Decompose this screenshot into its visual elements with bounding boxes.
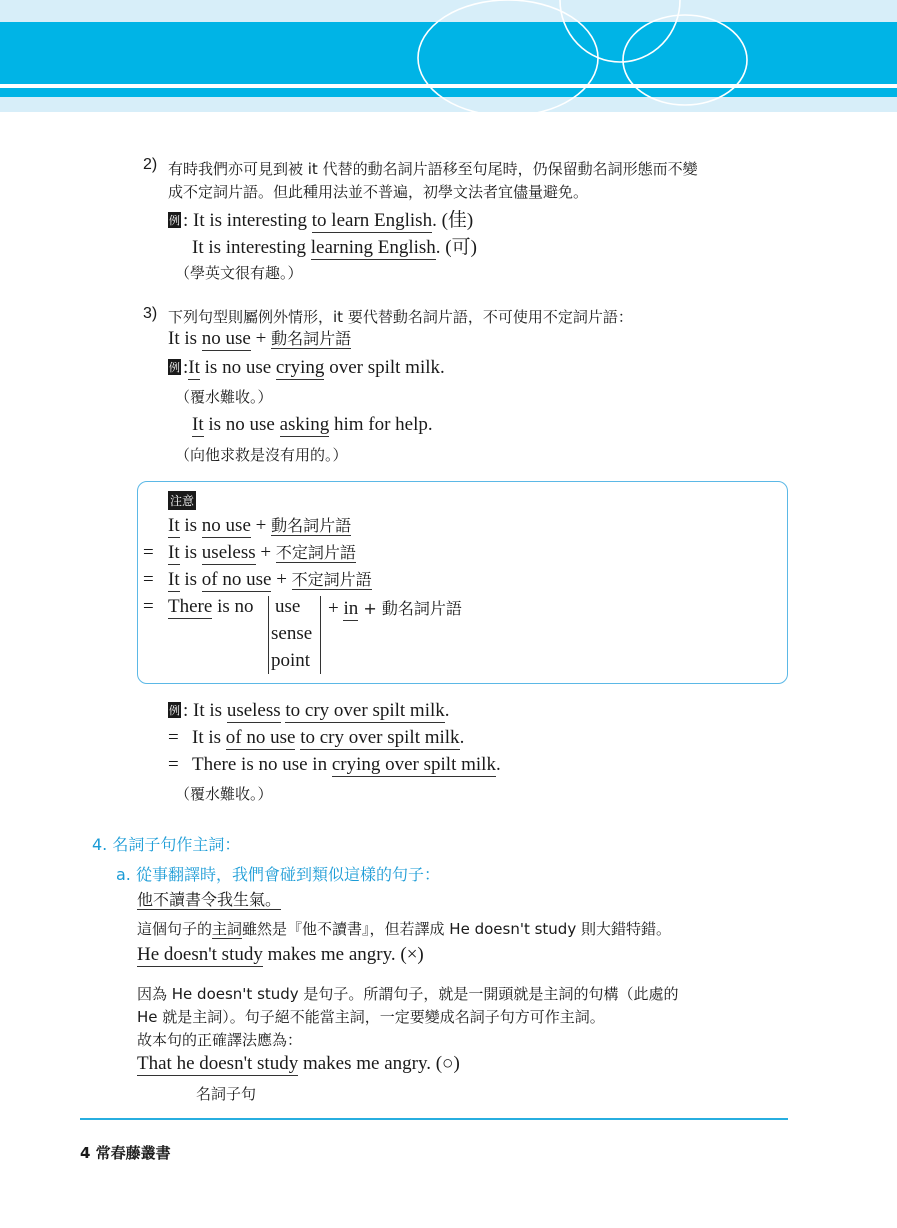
text: + — [328, 598, 344, 619]
bracket-right — [320, 596, 321, 674]
text: him for help. — [329, 414, 433, 435]
text: : It is — [183, 700, 227, 721]
text: . (可) — [435, 237, 477, 258]
text: It is interesting — [192, 237, 311, 258]
wrong-sentence — [137, 944, 424, 967]
text: There is no use in — [192, 754, 332, 775]
underlined-text: to learn English — [311, 210, 433, 231]
underlined-text: to cry over spilt milk — [285, 700, 445, 721]
equals-sign: = — [168, 754, 179, 775]
underlined-text: 不定詞片語 — [275, 543, 356, 562]
note-row-tail — [328, 596, 462, 621]
text: . (佳) — [432, 210, 474, 231]
text: makes me angry. (×) — [262, 944, 424, 965]
text: 雖然是『他不讀書』，但若譯成 He doesn't study 則大錯特錯。 — [242, 920, 671, 938]
example-mark: 例 — [169, 214, 180, 227]
note-row — [168, 515, 351, 538]
note-label: 注意 — [168, 491, 196, 510]
underlined-text: It — [188, 357, 200, 378]
text: It is — [168, 328, 202, 349]
underlined-text: 他不讀書令我生氣。 — [137, 890, 282, 909]
underlined-text: no use — [201, 515, 251, 536]
chinese-sentence — [137, 890, 281, 910]
text: is — [179, 542, 202, 563]
example-line — [192, 414, 433, 437]
text-line: 成不定詞片語。但此種用法並不普遍，初學文法者宜儘量避免。 — [168, 183, 589, 201]
text: . — [495, 754, 501, 775]
subsection-heading: a. 從事翻譯時，我們會碰到類似這樣的句子： — [116, 865, 440, 884]
paragraph-line: 故本句的正確譯法應為： — [137, 1031, 303, 1049]
underlined-text: It — [168, 569, 180, 590]
paragraph-line: He 就是主詞）。句子絕不能當主詞，一定要變成名詞子句方可作主詞。 — [137, 1008, 605, 1026]
note-title — [168, 491, 198, 511]
example-line — [168, 205, 473, 233]
underlined-text: 動名詞片語 — [271, 516, 352, 535]
underlined-text: learning English — [310, 237, 436, 258]
item-number: 3) — [143, 305, 158, 322]
text: is no use — [199, 357, 276, 378]
text: over spilt milk. — [324, 357, 445, 378]
underlined-text: of no use — [225, 727, 296, 748]
footer — [80, 1142, 171, 1163]
underlined-text: to cry over spilt milk — [300, 727, 460, 748]
text: : It is interesting — [183, 210, 312, 231]
option-use: use — [275, 596, 301, 617]
text: + — [250, 515, 272, 536]
underlined-text: It — [192, 414, 204, 435]
footer-divider — [80, 1118, 788, 1120]
item-number: 2) — [143, 156, 158, 173]
text-line: 下列句型則屬例外情形，it 要代替動名詞片語，不可使用不定詞片語： — [168, 308, 633, 326]
correct-sentence — [137, 1053, 460, 1076]
text: . — [444, 700, 450, 721]
text: is — [179, 515, 202, 536]
translation: （覆水難收。） — [175, 785, 273, 803]
underlined-text: useless — [201, 542, 256, 563]
text: . — [459, 727, 465, 748]
text: is no use — [203, 414, 280, 435]
equals-sign: = — [143, 596, 154, 617]
pattern-line — [168, 328, 351, 351]
underlined-text: useless — [226, 700, 281, 721]
translation: （學英文很有趣。） — [175, 264, 303, 282]
underlined-text: asking — [279, 414, 330, 435]
example-mark: 例 — [169, 361, 180, 374]
example-line — [192, 232, 477, 260]
underlined-text: no use — [201, 328, 251, 349]
equals-sign: = — [168, 727, 179, 748]
underlined-text: 主詞 — [212, 920, 243, 938]
underlined-text: crying — [275, 357, 325, 378]
example-line — [168, 700, 450, 723]
note-row — [168, 569, 372, 592]
header-banner — [0, 0, 897, 112]
bracket-left — [268, 596, 269, 674]
underlined-text: crying over spilt milk — [331, 754, 496, 775]
text: 這個句子的 — [137, 920, 213, 938]
underlined-text: It — [168, 515, 180, 536]
option-point: point — [271, 650, 311, 671]
underlined-text: 不定詞片語 — [291, 570, 372, 589]
translation: （覆水難收。） — [175, 388, 273, 406]
explanation — [137, 918, 671, 939]
example-line: 例 :It is no use crying over spilt milk. — [169, 357, 445, 378]
underlined-text: There — [168, 596, 213, 617]
option-sense: sense — [271, 623, 313, 644]
equals-sign: = — [143, 569, 154, 590]
note-row — [168, 596, 254, 619]
paragraph-line: 因為 He doesn't study 是句子。所謂句子，就是一開頭就是主詞的句構（此處的 — [137, 985, 679, 1003]
underlined-text: in — [343, 598, 359, 619]
text: makes me angry. (○) — [298, 1053, 460, 1074]
noun-clause-label: 名詞子句 — [196, 1085, 257, 1103]
text: + — [255, 542, 276, 563]
page-number: 4 — [80, 1144, 91, 1162]
equals-sign: = — [143, 542, 154, 563]
underlined-text: He doesn't study — [137, 944, 263, 965]
example-line — [192, 754, 501, 777]
underlined-text: It — [168, 542, 180, 563]
underlined-text: 動名詞片語 — [271, 329, 352, 348]
series-name: 常春藤叢書 — [95, 1144, 171, 1162]
text: + 動名詞片語 — [358, 599, 462, 618]
example-line — [192, 727, 464, 750]
underlined-text: of no use — [201, 569, 272, 590]
underlined-text: That he doesn't study — [137, 1053, 299, 1074]
section-heading: 4. 名詞子句作主詞： — [92, 835, 241, 854]
text: + — [271, 569, 292, 590]
text: is — [179, 569, 202, 590]
translation: （向他求救是沒有用的。） — [175, 446, 348, 464]
text: is no — [212, 596, 254, 617]
text: + — [250, 328, 272, 349]
example-mark: 例 — [169, 704, 180, 717]
text: It is — [192, 727, 226, 748]
text-line: 有時我們亦可見到被 it 代替的動名詞片語移至句尾時，仍保留動名詞形態而不變 — [168, 160, 698, 178]
note-row — [168, 542, 356, 565]
